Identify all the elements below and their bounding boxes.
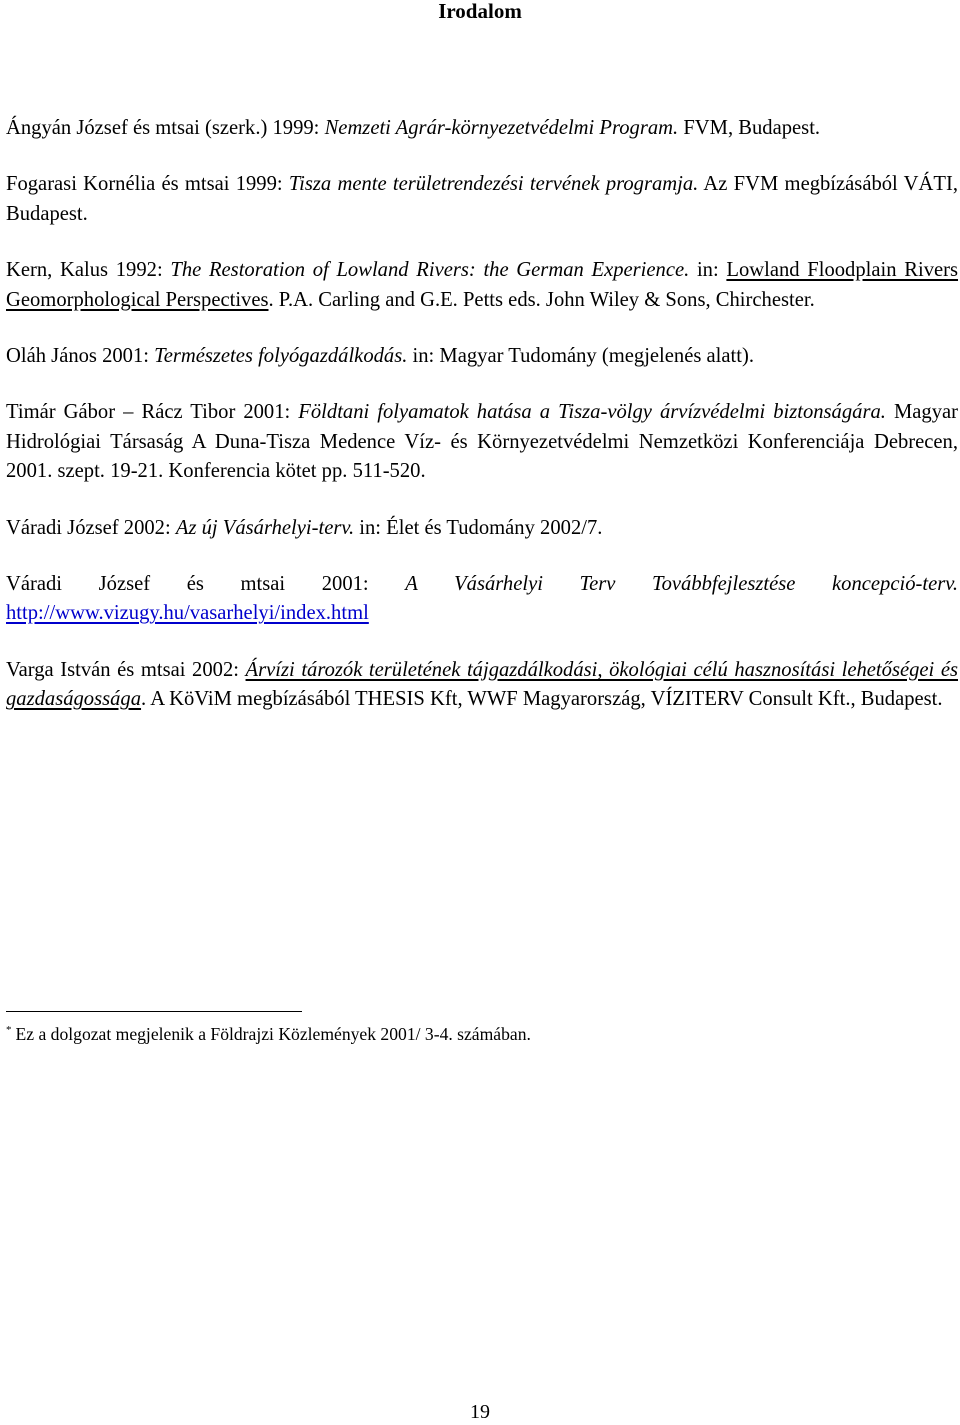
ref-authors: Timár Gábor – Rácz Tibor 2001: — [6, 401, 299, 424]
ref-publisher: Az FVM megbízásából VÁTI, Budapest. — [6, 173, 958, 225]
ref-publisher: in: Élet és Tudomány 2002/7. — [354, 516, 603, 539]
ref-authors: Váradi József és mtsai 2001: — [6, 573, 406, 596]
footnote-text: Ez a dolgozat megjelenik a Földrajzi Közlemények 2001/ 3-4. számában. — [15, 1024, 531, 1044]
ref-title: Az új Vásárhelyi-terv. — [175, 516, 355, 539]
reference-item — [6, 114, 958, 143]
ref-authors: Kern, Kalus 1992: — [6, 259, 171, 282]
ref-book-title: Lowland Floodplain Rivers Geomorphological Perspectives — [6, 259, 959, 311]
reference-item — [6, 656, 958, 715]
ref-authors: Váradi József 2002: — [6, 516, 176, 539]
reference-item — [6, 342, 958, 371]
ref-title: Tisza mente területrendezési tervének programja. — [288, 173, 699, 196]
reference-item — [6, 170, 958, 229]
ref-publisher: . P.A. Carling and G.E. Petts eds. John Wiley & Sons, Chirchester. — [268, 288, 815, 311]
ref-publisher: . A KöViM megbízásából THESIS Kft, WWF Magyarország, VÍZITERV Consult Kft., Budapest. — [141, 688, 943, 711]
reference-item — [6, 398, 958, 486]
footnote — [6, 1022, 946, 1046]
ref-publisher: Magyar Hidrológiai Társaság A Duna-Tisza Medence Víz- és Környezetvédelmi Nemzetközi Konferenciája Debrecen, 2001. szept. 19-21. Konferencia kötet pp. 511-520. — [6, 401, 959, 483]
ref-authors: Oláh János 2001: — [6, 345, 155, 368]
page-number: 19 — [470, 1401, 490, 1423]
ref-title: The Restoration of Lowland Rivers: the German Experience. — [170, 259, 690, 282]
ref-publisher: FVM, Budapest. — [678, 117, 821, 139]
ref-authors: Ángyán József és mtsai (szerk.) 1999: — [6, 117, 325, 139]
ref-authors: Fogarasi Kornélia és mtsai 1999: — [6, 173, 289, 196]
ref-title: A Vásárhelyi Terv Továbbfejlesztése koncepció-terv. — [405, 573, 958, 596]
reference-item — [6, 570, 958, 629]
footnote-separator — [6, 1011, 302, 1012]
ref-publisher: in: Magyar Tudomány (megjelenés alatt). — [407, 345, 754, 368]
section-heading: Irodalom — [438, 0, 522, 23]
ref-authors: Varga István és mtsai 2002: — [6, 658, 246, 681]
ref-title: Természetes folyógazdálkodás. — [154, 345, 408, 368]
ref-title: Nemzeti Agrár-környezetvédelmi Program. — [324, 117, 679, 139]
reference-item — [6, 514, 958, 543]
reference-list — [6, 114, 958, 742]
ref-title: Árvízi tározók területének tájgazdálkodási, ökológiai célú hasznosítási lehetőségei és gazdaságossága — [6, 658, 958, 711]
footnote-marker: * — [6, 1024, 12, 1037]
ref-in: in: — [689, 259, 727, 282]
ref-title: Földtani folyamatok hatása a Tisza-völgy árvízvédelmi biztonságára. — [298, 401, 886, 424]
reference-item — [6, 256, 958, 315]
ref-url-link[interactable]: http://www.vizugy.hu/vasarhelyi/index.html — [6, 602, 369, 625]
